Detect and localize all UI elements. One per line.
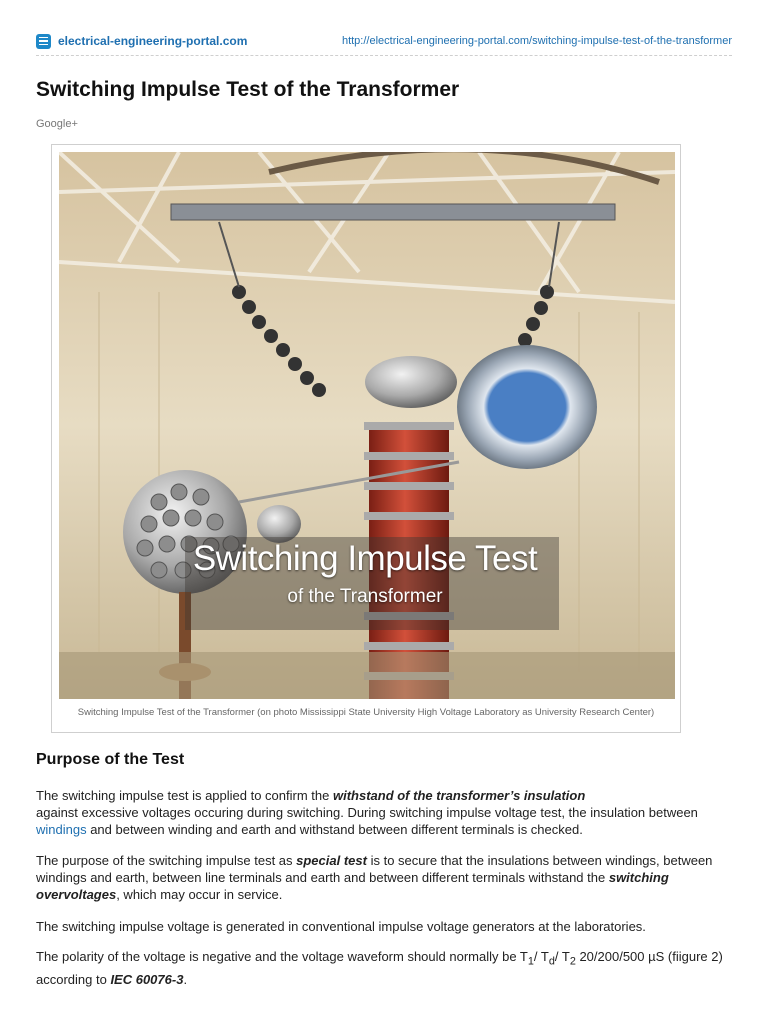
windings-link[interactable]: windings — [36, 822, 87, 837]
section-heading: Purpose of the Test — [36, 751, 185, 768]
p4-text-f: . — [183, 971, 188, 987]
p1-text-c: against excessive voltages occuring during switching. During switching impulse voltage test, the insulation between — [36, 805, 698, 820]
p4-text-d: 20/200/500 µS (fiigure 2) according to — [36, 949, 723, 987]
p4-sub-d: d — [548, 955, 555, 968]
header-divider — [36, 55, 732, 56]
document-icon — [36, 34, 51, 49]
article-figure — [51, 144, 681, 733]
lab-photo — [59, 152, 675, 699]
paragraph-3: The switching impulse voltage is generated in conventional impulse voltage generators at the laboratories. — [36, 919, 646, 934]
overlay-subtitle: of the Transformer — [287, 586, 443, 607]
page-title: Switching Impulse Test of the Transformer — [36, 78, 460, 101]
site-brand[interactable] — [36, 34, 247, 49]
site-name[interactable]: electrical-engineering-portal.com — [58, 34, 248, 48]
p4-text-c: / T — [554, 949, 570, 964]
p1-text-d: and between winding and earth and withstand between different terminals is checked. — [86, 822, 583, 837]
p4-sub-2: 2 — [569, 955, 576, 968]
google-plus-link[interactable]: Google+ — [36, 118, 78, 130]
p4-sub-1: 1 — [527, 955, 534, 968]
paragraph-4 — [36, 948, 736, 988]
p4-text-b: / T — [533, 949, 549, 964]
p2-text-e: , which may occur in service. — [116, 887, 283, 902]
p4-text-a: The polarity of the voltage is negative and the voltage waveform should normally be T — [36, 949, 528, 964]
p1-text-a: The switching impulse test is applied to confirm the — [36, 788, 333, 803]
page-url-link[interactable]: http://electrical-engineering-portal.com/switching-impulse-test-of-the-transformer — [341, 35, 732, 47]
page-header — [36, 30, 732, 52]
paragraph-1 — [36, 787, 736, 838]
p2-emphasis-special-test: special test — [296, 853, 367, 868]
paragraph-2 — [36, 852, 736, 903]
figure-caption: Switching Impulse Test of the Transformer (on photo Mississippi State University High Voltage Laboratory as University Research Center) — [77, 707, 655, 718]
p2-text-a: The purpose of the switching impulse test as — [36, 853, 297, 868]
p2-emphasis-overvoltages: switching overvoltages — [36, 870, 669, 902]
p2-text-c: is to secure that the insulations between windings, between windings and earth, between line terminals and earth and between different terminals withstand the — [36, 853, 713, 885]
p4-emphasis-iec: IEC 60076-3 — [110, 971, 184, 987]
p1-emphasis: withstand of the transformer’s insulation — [332, 788, 586, 803]
overlay-title: Switching Impulse Test — [192, 539, 538, 578]
